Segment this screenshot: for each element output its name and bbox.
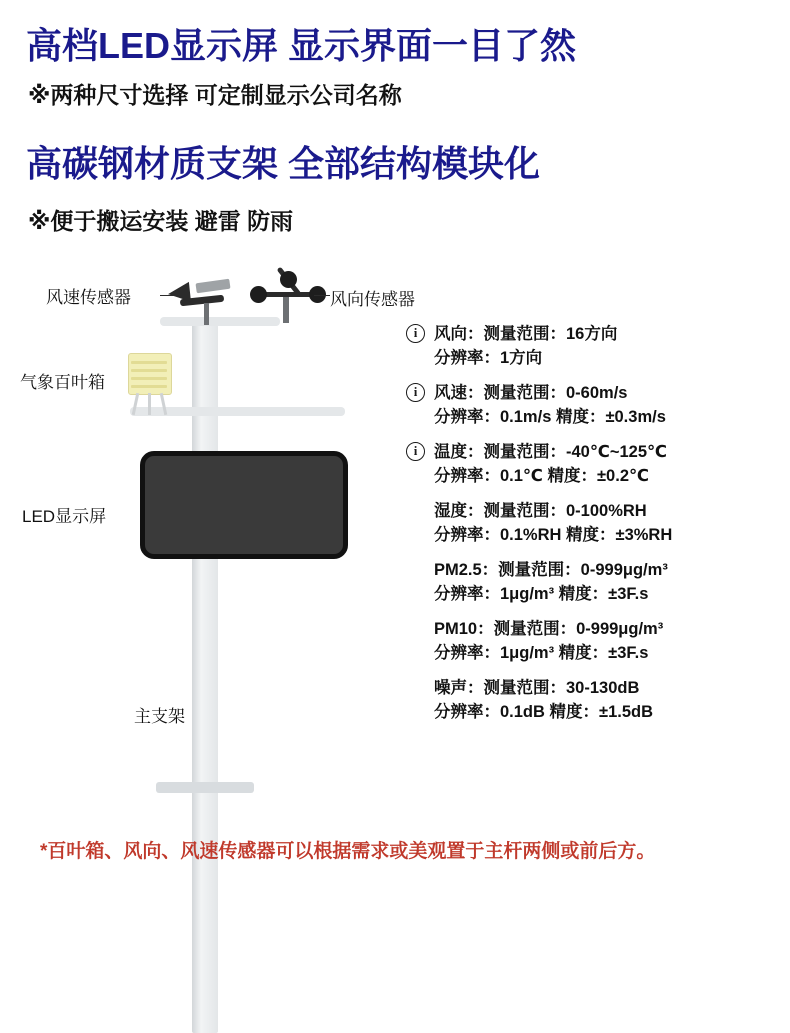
specification-list [404, 322, 780, 735]
label-led-screen: LED显示屏 [22, 507, 107, 526]
louver-leg [160, 393, 168, 415]
station-diagram [0, 255, 415, 825]
louver-slat [131, 377, 167, 380]
main-pole-graphic [192, 317, 218, 1033]
pole-base-graphic [156, 782, 254, 793]
subheadline-secondary: ※便于搬运安装 避雷 防雨 [28, 208, 294, 234]
louver-slat [131, 369, 167, 372]
headline-secondary: 高碳钢材质支架 全部结构模块化 [26, 143, 541, 184]
info-icon: i [406, 383, 425, 402]
headline-primary: 高档LED显示屏 显示界面一目了然 [26, 25, 577, 66]
label-louver-box: 气象百叶箱 [20, 373, 105, 392]
spec-line: 分辨率：1μg/m³ 精度：±3F.s [434, 585, 649, 603]
louver-box-icon [122, 353, 178, 421]
spec-line: PM10：测量范围：0-999μg/m³ [434, 620, 664, 638]
label-main-pole: 主支架 [134, 707, 185, 726]
spec-line: 分辨率：0.1m/s 精度：±0.3m/s [434, 408, 666, 426]
footnote-text: *百叶箱、风向、风速传感器可以根据需求或美观置于主杆两侧或前后方。 [40, 841, 656, 862]
spec-line: 风向：测量范围：16方向 [434, 325, 618, 343]
louver-leg [132, 393, 140, 415]
spec-line: 噪声：测量范围：30-130dB [434, 679, 640, 697]
spec-line: 分辨率：0.1%RH 精度：±3%RH [434, 526, 673, 544]
solar-panel-graphic [195, 279, 230, 294]
spec-line: 温度：测量范围：-40℃~125℃ [434, 443, 667, 461]
spec-line: 分辨率：1μg/m³ 精度：±3F.s [434, 644, 649, 662]
led-screen-graphic [140, 451, 348, 559]
louver-slat [131, 361, 167, 364]
spec-group-wind-direction [404, 322, 780, 370]
spec-line: 风速：测量范围：0-60m/s [434, 384, 628, 402]
cup-left [250, 286, 267, 303]
leader-line-wind-direction [314, 295, 330, 296]
spec-group-wind-speed [404, 381, 780, 429]
louver-leg [148, 393, 151, 415]
spec-group-pm10 [404, 617, 780, 665]
info-icon: i [406, 442, 425, 461]
label-wind-direction-sensor: 风向传感器 [330, 290, 415, 309]
spec-line: 分辨率：0.1℃ 精度：±0.2℃ [434, 467, 649, 485]
spec-group-pm25 [404, 558, 780, 606]
leader-line-wind-speed [160, 295, 174, 296]
vane-fin-graphic [167, 282, 191, 304]
spec-line: PM2.5：测量范围：0-999μg/m³ [434, 561, 668, 579]
label-wind-speed-sensor: 风速传感器 [46, 288, 131, 307]
vane-mast-graphic [204, 303, 209, 325]
louver-slat [131, 385, 167, 388]
cup-mast-graphic [283, 297, 289, 323]
spec-group-noise [404, 676, 780, 724]
spec-group-temperature [404, 440, 780, 488]
cup-anemometer-icon [250, 271, 326, 327]
spec-line: 分辨率：1方向 [434, 349, 543, 367]
info-icon: i [406, 324, 425, 343]
wind-vane-icon [168, 275, 248, 323]
spec-line: 湿度：测量范围：0-100%RH [434, 502, 647, 520]
cup-top [280, 271, 297, 288]
spec-group-humidity [404, 499, 780, 547]
subheadline-primary: ※两种尺寸选择 可定制显示公司名称 [28, 82, 402, 108]
spec-line: 分辨率：0.1dB 精度：±1.5dB [434, 703, 654, 721]
louver-box-body [128, 353, 172, 395]
